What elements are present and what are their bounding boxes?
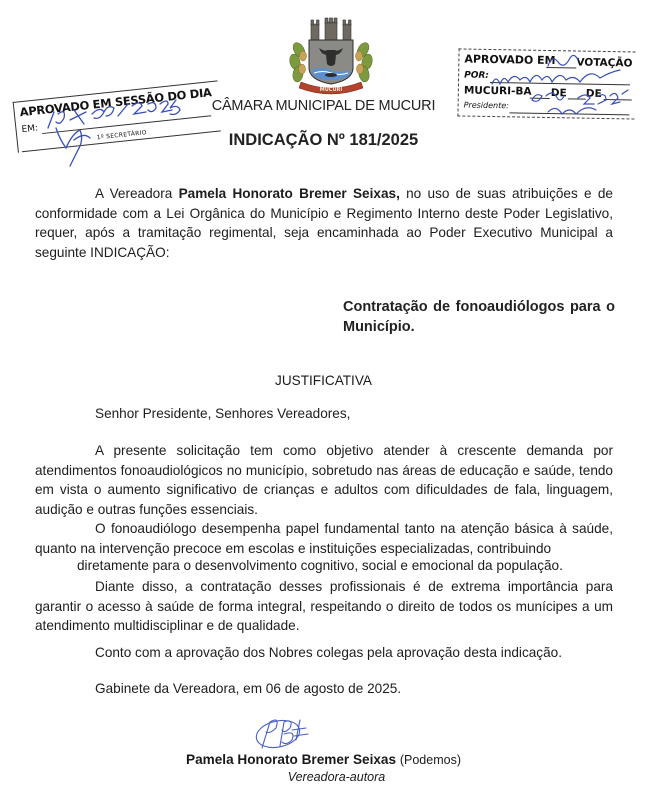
author-name: Pamela Honorato Bremer Seixas, <box>178 186 400 201</box>
stamp-approved-label: APROVADO EM <box>464 52 556 68</box>
intro-text: no uso de suas atribuições e de conformidade com a Lei Orgânica do Município e Regimento Interno deste Poder Legislativo, requer, após a tramitação regimental, seja encaminhada ao Poder Executivo Municipal a seguinte INDICAÇÃO: <box>35 186 613 260</box>
crest-banner-text: MUCURI <box>319 87 343 93</box>
indication-subject: Contratação de fonoaudiólogos para o Município. <box>343 299 615 335</box>
justification-paragraph-2: O fonoaudiólogo desempenha papel fundamental tanto na atenção básica à saúde, quanto na intervenção precoce em escolas e instituições especializadas, contribuindo <box>35 521 613 556</box>
organization-name: CÂMARA MUNICIPAL DE MUCURI <box>211 98 436 114</box>
signer-party: (Podemos) <box>399 753 461 767</box>
municipal-coat-of-arms-icon <box>281 14 381 98</box>
place-and-date: Gabinete da Vereadora, em 06 de agosto de 2025. <box>95 681 402 696</box>
salutation: Senhor Presidente, Senhores Vereadores, <box>95 406 351 421</box>
stamp-session-title: APROVADO EM SESSÃO DO DIA <box>19 85 213 120</box>
justification-paragraph-3: Diante disso, a contratação desses profissionais é de extrema importância para garantir o acesso à saúde de forma integral, respeitando o direito de todos os munícipes a um atendimento multidisciplinar e de qualidade. <box>35 579 613 633</box>
stamp-date-label: EM: <box>21 123 39 136</box>
justification-paragraph-1: A presente solicitação tem como objetivo atender à crescente demanda por atendimentos fonoaudiológicos no município, sobretudo nas áreas de educação e saúde, tendo em vista o aumento significativo de crianças e adultos com dificuldades de fala, linguagem, audição e outras funções essenciais. <box>35 443 613 517</box>
stamp-vote-label: VOTAÇÃO <box>576 56 633 70</box>
stamp-de-label-1: DE <box>550 87 567 100</box>
stamp-de-label-2: DE <box>585 87 602 100</box>
intro-prefix: A Vereadora <box>95 186 179 201</box>
stamp-secretary-label: 1º SECRETÁRIO <box>96 129 148 142</box>
signature-block <box>0 752 647 767</box>
vote-approval-stamp <box>457 48 638 119</box>
justification-heading: JUSTIFICATIVA <box>275 373 372 388</box>
justification-paragraph-2-continued: diretamente para o desenvolvimento cognitivo, social e emocional da população. <box>77 558 563 573</box>
stamp-president-label: Presidente: <box>463 100 509 111</box>
stamp-por-label: POR: <box>464 70 489 81</box>
intro-paragraph <box>35 184 613 262</box>
closing-sentence: Conto com a aprovação dos Nobres colegas pela aprovação desta indicação. <box>95 645 563 660</box>
signer-role: Vereadora-autora <box>287 770 386 784</box>
signer-name: Pamela Honorato Bremer Seixas <box>186 752 397 767</box>
document-title: INDICAÇÃO Nº 181/2025 <box>228 131 419 149</box>
stamp-city-label: MUCURI-BA <box>463 84 532 98</box>
